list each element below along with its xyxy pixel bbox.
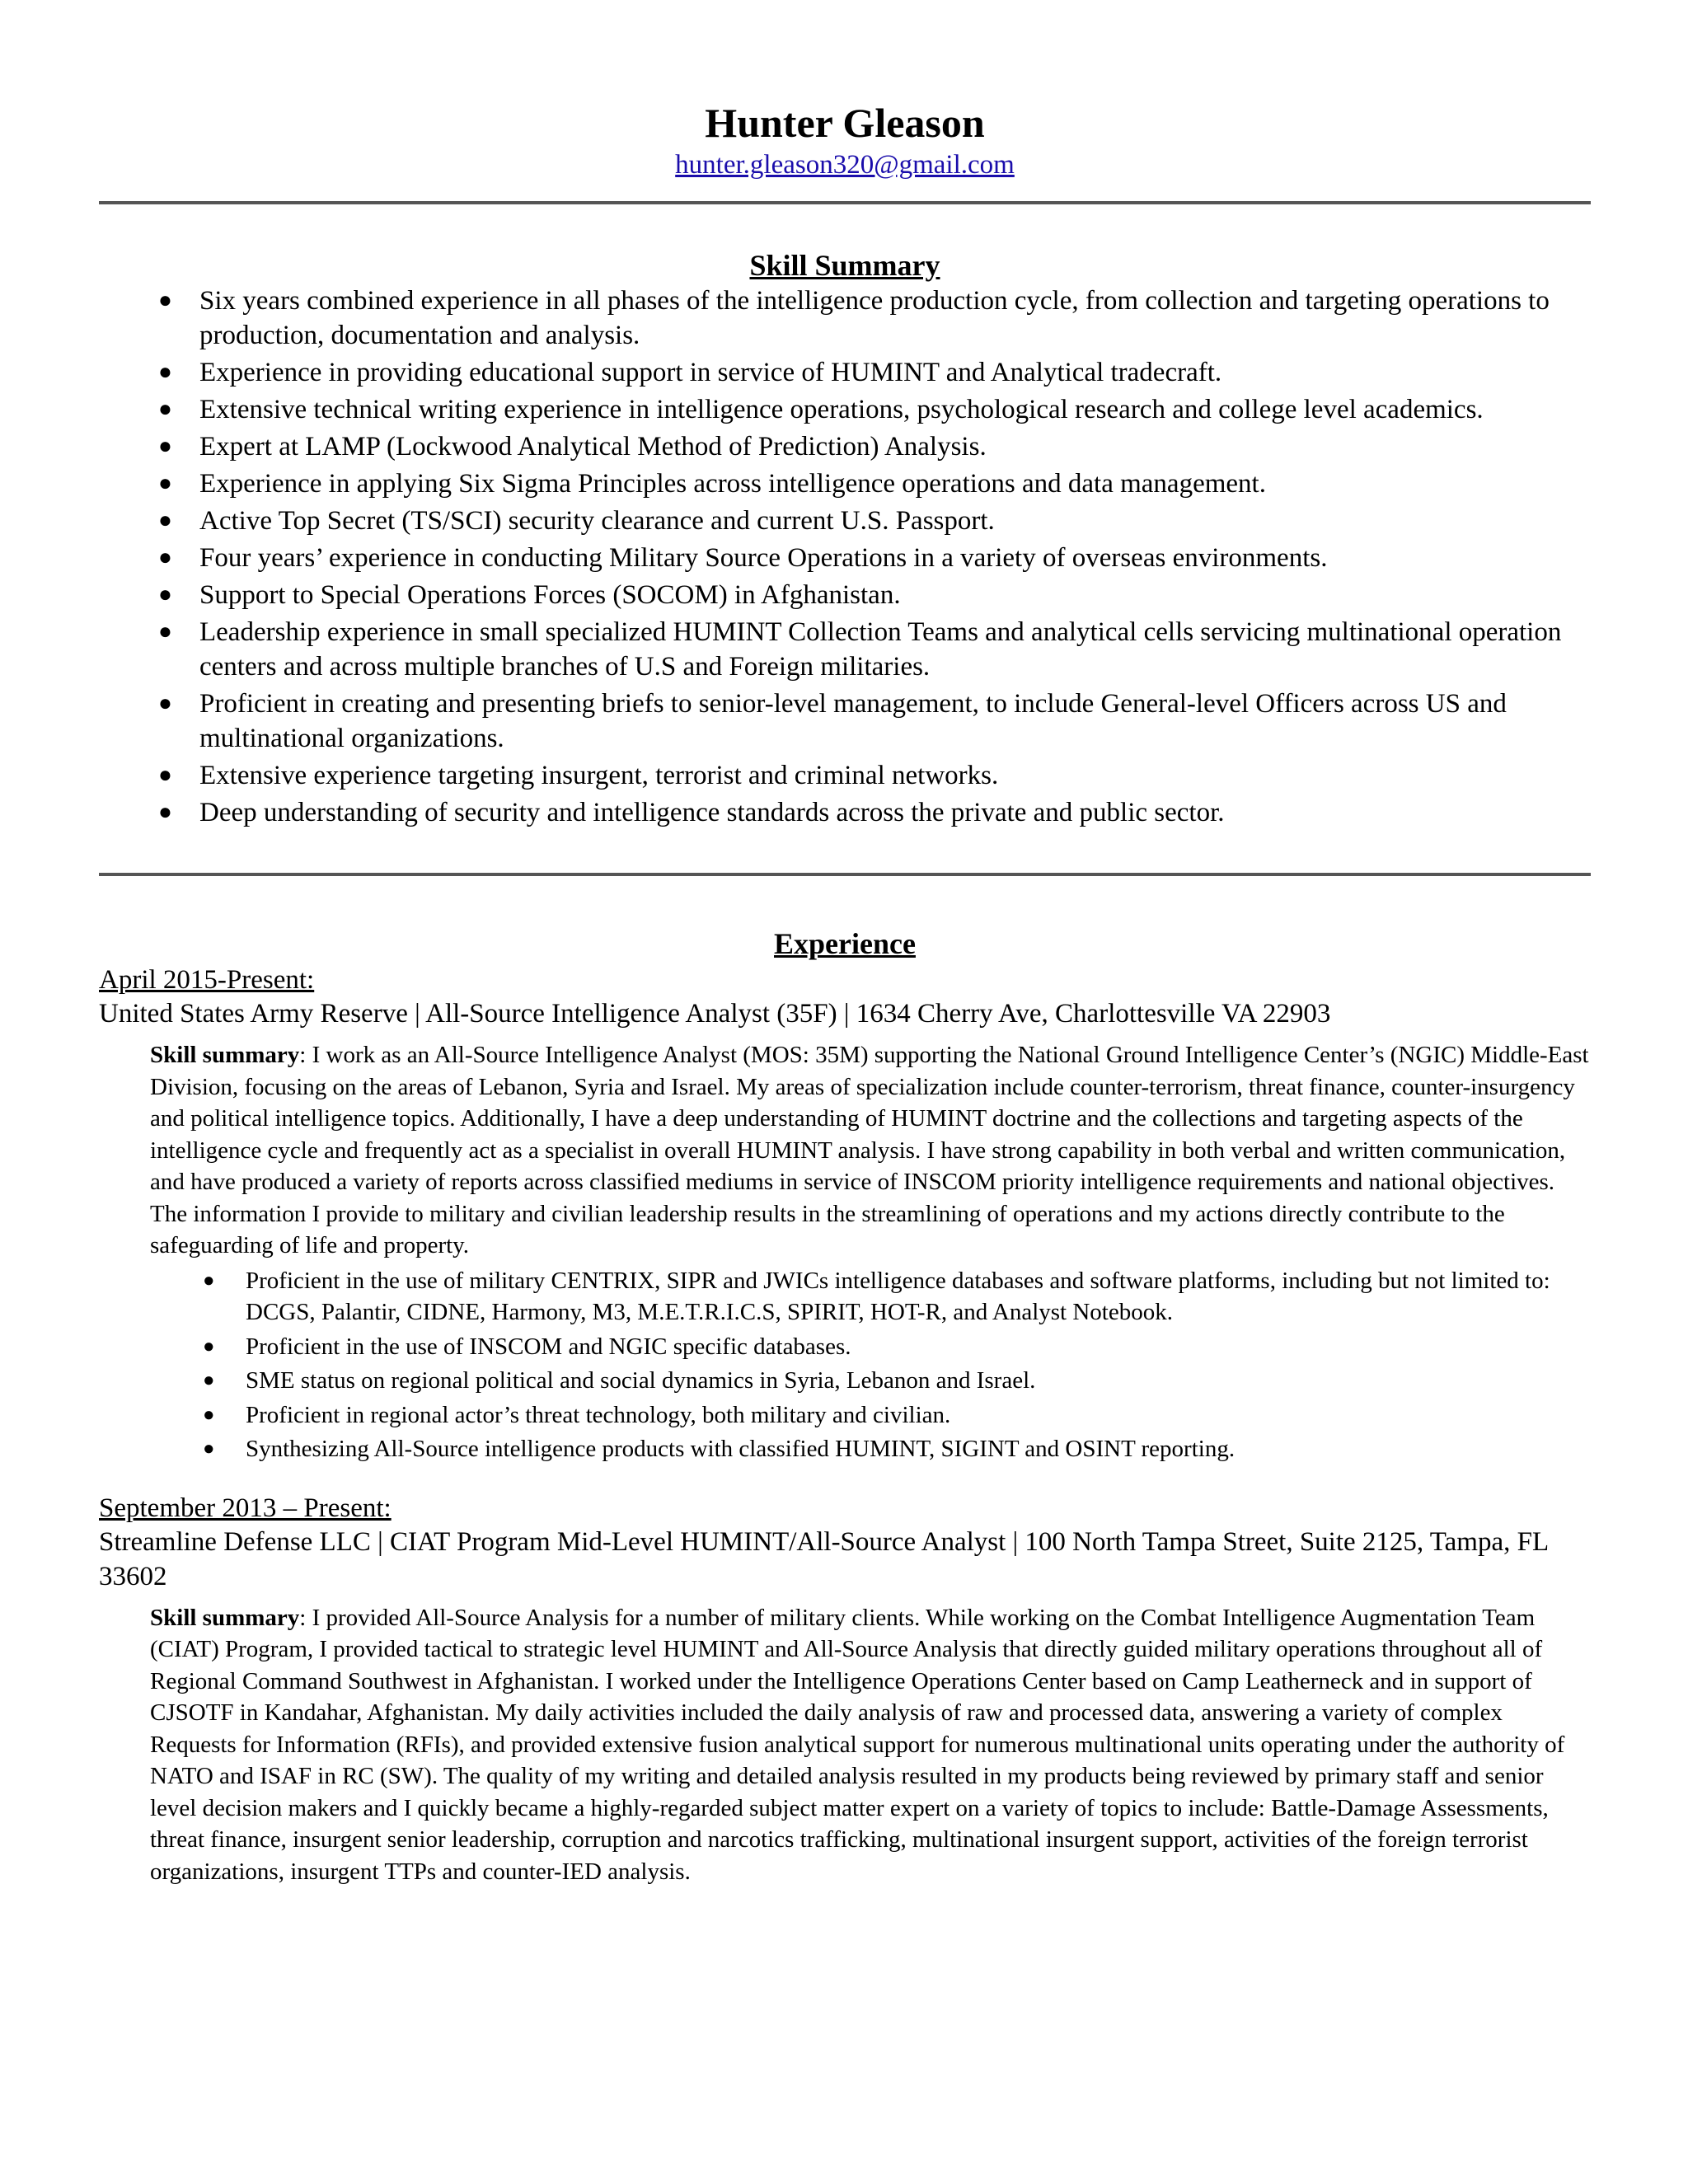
list-item: ● Active Top Secret (TS/SCI) security clearance and current U.S. Passport. bbox=[99, 504, 1591, 538]
list-item: ● Proficient in the use of INSCOM and NGIC specific databases. bbox=[99, 1331, 1591, 1363]
list-item: ● Deep understanding of security and intelligence standards across the private and public sector. bbox=[99, 795, 1591, 830]
job-heading: United States Army Reserve | All-Source Intelligence Analyst (35F) | 1634 Cherry Ave, Charlottesville VA 22903 bbox=[99, 999, 1331, 1029]
candidate-name: Hunter Gleason bbox=[705, 100, 985, 146]
summary-text: : I work as an All-Source Intelligence Analyst (MOS: 35M) supporting the National Ground Intelligence Center’s (NGIC) Middle-East Division, focusing on the areas of Lebanon, Syria and Israel. My areas of specialization include counter-terrorism, threat finance, counter-insurgency and political intelligence topics. Additionally, I have a deep understanding of HUMINT doctrine and the collections and targeting aspects of the intelligence cycle and frequently act as a specialist in overall HUMINT analysis. I have strong capability in both verbal and written communication, and have produced a variety of reports across classified mediums in service of INSCOM priority intelligence requirements and national objectives. The information I provide to military and civilian leadership results in the streamlining of operations and my actions directly contribute to the safeguarding of life and property. bbox=[150, 1042, 1589, 1258]
divider-top bbox=[99, 201, 1591, 204]
list-item: ● Proficient in the use of military CENTRIX, SIPR and JWICs intelligence databases and software platforms, including but not limited to: DCGS, Palantir, CIDNE, Harmony, M3, M.E.T.R.I.C.S, SPIRIT, HOT-R, and Analyst Notebook. bbox=[99, 1265, 1591, 1329]
list-item: ● Support to Special Operations Forces (SOCOM) in Afghanistan. bbox=[99, 578, 1591, 612]
job-date: September 2013 – Present: bbox=[99, 1493, 392, 1523]
job-entry-streamline-defense bbox=[99, 1492, 1591, 1888]
bullet-icon: ● bbox=[158, 545, 172, 570]
list-item: ● Six years combined experience in all phases of the intelligence production cycle, from collection and targeting operations to production, documentation and analysis. bbox=[99, 284, 1591, 353]
divider-middle bbox=[99, 873, 1591, 876]
summary-label: Skill summary bbox=[150, 1042, 300, 1068]
bullet-icon: ● bbox=[158, 799, 172, 825]
email-link[interactable]: hunter.gleason320@gmail.com bbox=[675, 150, 1015, 180]
bullet-icon: ● bbox=[158, 359, 172, 385]
bullet-icon: ● bbox=[158, 691, 172, 716]
bullet-icon: ● bbox=[158, 508, 172, 533]
bullet-icon: ● bbox=[203, 1370, 215, 1391]
list-item: ● Synthesizing All-Source intelligence products with classified HUMINT, SIGINT and OSINT reporting. bbox=[99, 1433, 1591, 1465]
bullet-icon: ● bbox=[203, 1269, 215, 1291]
job-summary bbox=[150, 1602, 1591, 1888]
bullet-icon: ● bbox=[158, 582, 172, 607]
job-entry-army-reserve bbox=[99, 963, 1591, 1465]
bullet-icon: ● bbox=[158, 471, 172, 496]
bullet-icon: ● bbox=[158, 619, 172, 644]
list-item: ● Experience in applying Six Sigma Principles across intelligence operations and data management. bbox=[99, 466, 1591, 501]
bullet-icon: ● bbox=[158, 762, 172, 788]
list-item: ● Extensive technical writing experience in intelligence operations, psychological research and college level academics. bbox=[99, 392, 1591, 427]
list-item: ● Proficient in creating and presenting briefs to senior-level management, to include General-level Officers across US and multinational organizations. bbox=[99, 687, 1591, 756]
bullet-icon: ● bbox=[203, 1438, 215, 1460]
job-summary bbox=[150, 1039, 1591, 1262]
bullet-icon: ● bbox=[158, 434, 172, 459]
bullet-icon: ● bbox=[203, 1404, 215, 1426]
bullet-icon: ● bbox=[158, 396, 172, 422]
bullet-icon: ● bbox=[158, 288, 172, 313]
bullet-icon: ● bbox=[203, 1335, 215, 1357]
skill-summary-title: Skill Summary bbox=[749, 249, 940, 282]
list-item: ● SME status on regional political and social dynamics in Syria, Lebanon and Israel. bbox=[99, 1365, 1591, 1397]
list-item: ● Leadership experience in small specialized HUMINT Collection Teams and analytical cells servicing multinational operation centers and across multiple branches of U.S and Foreign militaries. bbox=[99, 615, 1591, 684]
resume-header bbox=[99, 97, 1591, 181]
skill-summary-list bbox=[99, 284, 1591, 830]
list-item: ● Experience in providing educational support in service of HUMINT and Analytical tradecraft. bbox=[99, 355, 1591, 390]
job-tools-list bbox=[99, 1265, 1591, 1465]
summary-text: : I provided All-Source Analysis for a number of military clients. While working on the Combat Intelligence Augmentation Team (CIAT) Program, I provided tactical to strategic level HUMINT and All-Source Analysis that directly guided military operations throughout all of Regional Command Southwest in Afghanistan. I worked under the Intelligence Operations Center based on Camp Leatherneck and in support of CJSOTF in Kandahar, Afghanistan. My daily activities included the daily analysis of raw and processed data, answering a variety of complex Requests for Information (RFIs), and provided extensive fusion analytical support for numerous multinational units operating under the authority of NATO and ISAF in RC (SW). The quality of my writing and detailed analysis resulted in my products being reviewed by primary staff and senior level decision makers and I quickly became a highly-regarded subject matter expert on a variety of topics to include: Battle-Damage Assessments, threat finance, insurgent senior leadership, corruption and narcotics trafficking, multinational insurgent support, activities of the foreign terrorist organizations, insurgent TTPs and counter-IED analysis. bbox=[150, 1604, 1565, 1885]
job-heading: Streamline Defense LLC | CIAT Program Mid-Level HUMINT/All-Source Analyst | 100 North Tampa Street, Suite 2125, Tampa, FL 33602 bbox=[99, 1526, 1548, 1591]
list-item: ● Four years’ experience in conducting Military Source Operations in a variety of overseas environments. bbox=[99, 541, 1591, 575]
list-item: ● Extensive experience targeting insurgent, terrorist and criminal networks. bbox=[99, 758, 1591, 793]
experience-title: Experience bbox=[774, 927, 916, 960]
summary-label: Skill summary bbox=[150, 1604, 300, 1631]
list-item: ● Expert at LAMP (Lockwood Analytical Method of Prediction) Analysis. bbox=[99, 429, 1591, 464]
list-item: ● Proficient in regional actor’s threat technology, both military and civilian. bbox=[99, 1399, 1591, 1432]
job-date: April 2015-Present: bbox=[99, 965, 315, 995]
